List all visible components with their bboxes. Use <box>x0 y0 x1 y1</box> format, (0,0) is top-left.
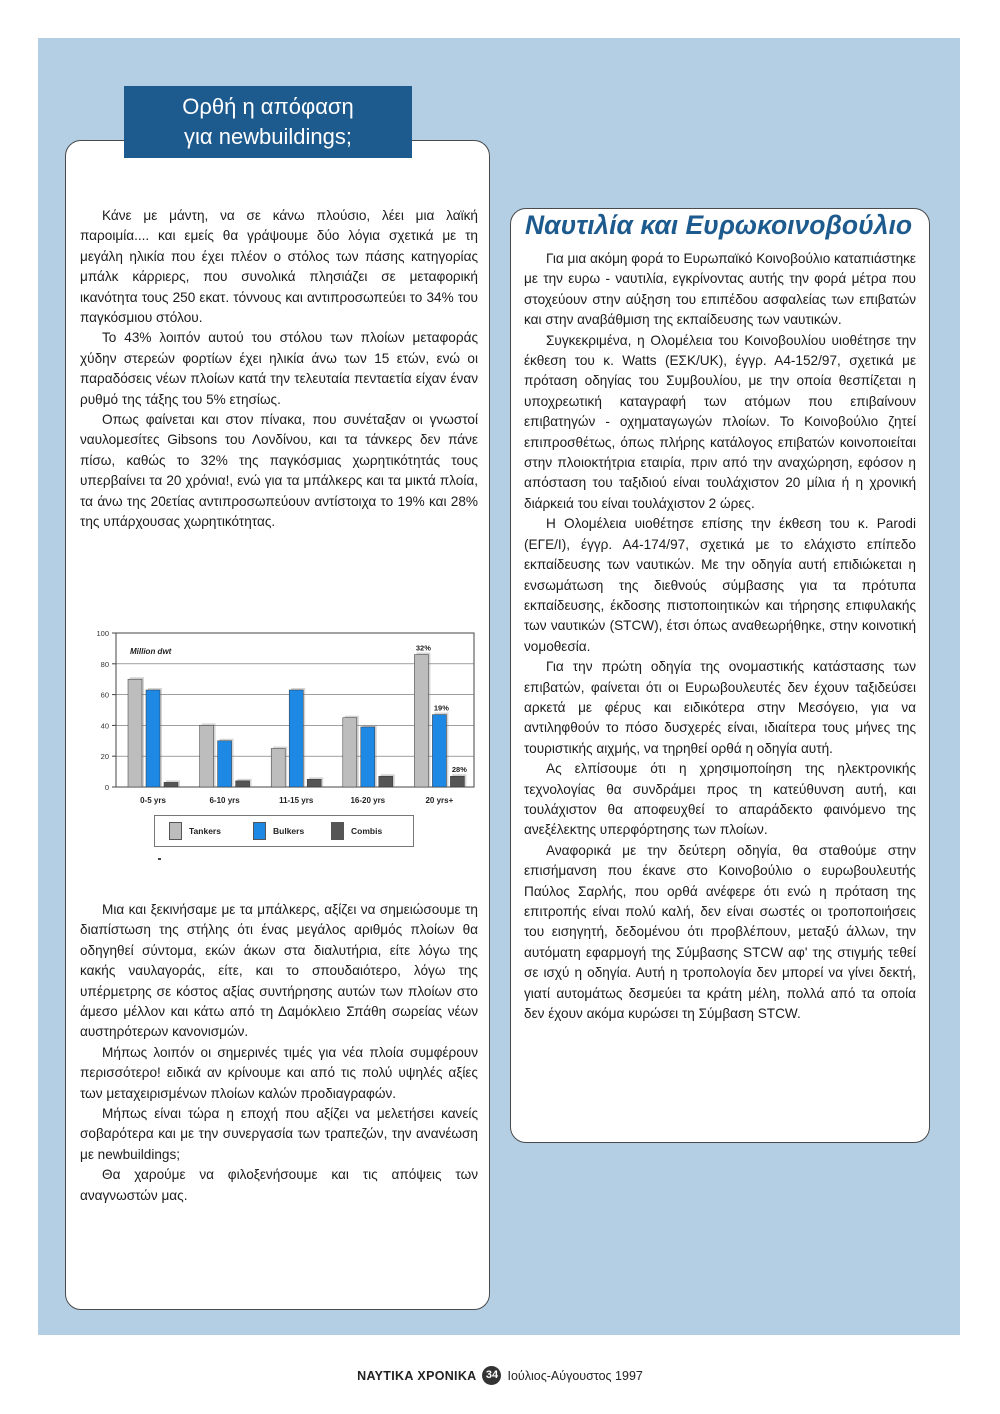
left-title-line1: Ορθή η απόφαση <box>182 94 354 119</box>
paragraph: Για την πρώτη οδηγία της ονομαστικής κατάστασης των επιβατών, φαίνεται ότι οι Ευρωβουλευτές δεν έχουν ταξιδεύσει αρκετά με φέρυς και ειδικότερα στην Μεσόγειο, για να αντιληφθούν το πόσο δυσχερές είναι, ιδιαίτερα τους μήνες της τουριστικής αιχμής, να τηρηθεί ορθά η οδηγία αυτή. <box>524 659 916 756</box>
bar-combis <box>379 776 393 787</box>
paragraph: Μήπως λοιπόν οι σημερινές τιμές για νέα πλοία συμφέρουν περισσότερο! ειδικά αν κρίνουμε και από τις πολύ υψηλές αξίες των μεταχειρισμένων πλοίων καλών προδιαγραφών. <box>80 1044 478 1101</box>
bar-tankers <box>200 725 214 787</box>
paragraph: Η Ολομέλεια υιοθέτησε επίσης την έκθεση του κ. Parodi (ΕΓΕ/Ι), έγγρ. Α4-174/97, σχετικά με το ελάχιστο επίπεδο εκπαίδευσης των ναυτικών. Με την οδηγία αυτή επιδιώκεται η ενσωμάτωση της διεθνούς σύμβασης για τα πρότυπα εκπαίδευσης, έκδοσης πιστοποιητικών και τήρησης επιφυλακής των ναυτικών (STCW), έτσι όπως αναθεωρήθηκε, στην κοινοτική νομοθεσία. <box>524 516 916 654</box>
bar-combis <box>164 782 178 787</box>
left-article-body-top <box>80 206 478 533</box>
y-tick-label: 80 <box>100 659 109 669</box>
x-tick-label: 6-10 yrs <box>209 796 240 805</box>
right-article-title: Ναυτιλία και Ευρωκοινοβούλιο <box>525 210 913 240</box>
paragraph: Μια και ξεκινήσαμε με τα μπάλκερς, αξίζει να σημειώσουμε τη διαπίστωση της στήλης ότι ένας μεγάλος αριθμός πλοίων θα οδηγηθεί σύντομα, εκών άκων στα διαλυτήρια, είτε λόγω της κακής ναυλαγοράς, είτε, και το σπουδαιότερο, λόγω της υπέρμετρης σε κόστος αξίας συντήρησης αυτών των πλοίων στο άμεσο μέλλον και κάτω από τη Δαμόκλειο Σπάθη σωρείας νέων αυστηρότερων κανονισμών. <box>80 902 478 1040</box>
paragraph: Ας ελπίσουμε ότι η χρησιμοποίηση της ηλεκτρονικής τεχνολογίας θα συνδράμει προς τη κατεύθυνση αυτή, και τουλάχιστον θα αποφευχθεί το απαράδεκτο φαινόμενο της ανεξέλεκτης υπερφόρτησης των πλοίων. <box>524 761 916 838</box>
legend-label-bulkers: Bulkers <box>273 826 305 836</box>
x-tick-label: 20 yrs+ <box>425 796 454 805</box>
data-label: 32% <box>415 643 431 653</box>
x-tick-label: 11-15 yrs <box>279 796 314 805</box>
bar-tankers <box>343 718 357 787</box>
print-speck <box>158 858 161 860</box>
y-tick-label: 60 <box>100 690 109 700</box>
issue-date: Ιούλιος-Αύγουστος 1997 <box>507 1368 643 1383</box>
bar-bulkers <box>218 741 232 787</box>
paragraph: Οπως φαίνεται και στον πίνακα, που συνέταξαν οι γνωστοί ναυλομεσίτες Gibsons του Λονδίνου, και τα τάνκερς δεν πάνε πίσω, καθώς το 32% της παγκόσμιας χωρητικότητάς τους υπερβαίνει τα 20 χρόνια!, ενώ για τα μπάλκερς και τα μικτά πλοία, τα άνω της 20ετίας αντιπροσωπεύουν αντίστοιχα το 19% και 28% της υπάρχουσας χωρητικότητας. <box>80 412 478 530</box>
x-tick-label: 0-5 yrs <box>140 796 166 805</box>
data-label: 28% <box>451 765 467 775</box>
bar-combis <box>307 779 321 787</box>
page-footer <box>0 1366 1000 1385</box>
left-article-body-bottom <box>80 900 478 1206</box>
legend-item-combis <box>331 820 382 842</box>
y-tick-label: 20 <box>100 752 109 762</box>
chart-legend <box>154 815 414 847</box>
bar-combis <box>450 776 464 787</box>
bar-bulkers <box>146 690 160 787</box>
y-tick-label: 0 <box>104 783 109 792</box>
legend-swatch-tankers <box>169 822 182 840</box>
paragraph: Αναφορικά με την δεύτερη οδηγία, θα σταθούμε στην επισήμανση που έκανε στο Κοινοβούλιο ο ευρωβουλευτής Παύλος Σαρλής, που ορθά ανέφερε ότι ενώ η πρόταση της επιτροπής είναι πολύ καλή, δεν είναι σωστές οι τροποποιήσεις του εισηγητή, δεδομένου ότι προβλέπουν, μεταξύ άλλων, την αυτόματη εφαρμογή της Σύμβασης STCW αφ' της στιγμής τεθεί σε ισχύ η οδηγία. Αυτή η τροπολογία δεν μπορεί να γίνει δεκτή, γιατί αυτομάτως δεσμεύει τα κράτη μέλη, πολλά από τα οποία δεν έχουν ακόμα κυρώσει τη Σύμβαση STCW. <box>524 842 916 1022</box>
right-article-body <box>524 249 916 1024</box>
data-label: 19% <box>433 703 449 713</box>
bar-tankers <box>271 749 285 788</box>
legend-label-tankers: Tankers <box>189 826 221 836</box>
y-tick-label: 40 <box>100 721 109 731</box>
chart-title: Million dwt <box>130 647 172 656</box>
y-tick-label: 100 <box>96 629 109 638</box>
legend-label-combis: Combis <box>351 826 383 836</box>
paragraph: Μήπως είναι τώρα η εποχή που αξίζει να μελετήσει κανείς σοβαρότερα και με την συνεργασία των τραπεζών, την ανανέωση με newbuildings; <box>80 1106 478 1162</box>
paragraph: Θα χαρούμε να φιλοξενήσουμε και τις απόψεις των αναγνωστών μας. <box>80 1167 478 1203</box>
paragraph: Συγκεκριμένα, η Ολομέλεια του Κοινοβουλίου υιοθέτησε την έκθεση του κ. Watts (ΕΣΚ/UK), έγγρ. Α4-152/97, σχετικά με πρόταση οδηγίας του Συμβουλίου, με την οποία θεσπίζεται η υποχρεωτική καταγραφή των ατόμων που επιβαίνουν επιβατηγών - οχηματαγωγών πλοίων. Το Κοινοβούλιο ζητεί επιπροσθέτως, όπως πλήρης κατάλογος επιβατών κοινοποιείται στην πλοιοκτήτρια εταιρία, πριν από την αναχώρηση, εφόσον η απόσταση του ταξιδιού είναι τουλάχιστον 20 μίλια ή η χρονική διάρκειά του είναι τουλάχιστον 2 ώρες. <box>524 332 916 511</box>
bar-tankers <box>128 679 142 787</box>
legend-swatch-bulkers <box>253 822 266 840</box>
magazine-name: ΝΑΥΤΙΚΑ ΧΡΟΝΙΚΑ <box>357 1368 477 1383</box>
bar-bulkers <box>432 715 446 787</box>
bar-tankers <box>414 655 428 787</box>
bar-bulkers <box>361 727 375 787</box>
paragraph: Το 43% λοιπόν αυτού του στόλου των πλοίων μεταφοράς χύδην στερεών φορτίων έχει ηλικία άνω των 15 ετών, ενώ οι παραδόσεις νέων πλοίων κατά την τελευταία πενταετία είχαν έναν ρυθμό της τάξης του 5% ετησίως. <box>80 330 478 407</box>
paragraph: Κάνε με μάντη, να σε κάνω πλούσιο, λέει μια λαϊκή παροιμία.... και εμείς θα γράψουμε δύο λόγια σχετικά με τη μεγάλη ηλικία που έχει πλέον ο στόλος των πάσης κατηγορίας μπάλκ κάρριερς, που συνολικά πλησιάζει σε μεταφορική ικανότητα τους 250 εκατ. τόννους και αντιπροσωπεύει το 34% του παγκόσμιου στόλου. <box>80 208 478 326</box>
legend-swatch-combis <box>331 822 344 840</box>
page-number: 34 <box>482 1366 501 1385</box>
bar-bulkers <box>289 690 303 787</box>
left-title-line2: για newbuildings; <box>183 124 353 149</box>
bar-chart-svg <box>86 625 478 815</box>
bar-combis <box>236 781 250 787</box>
left-article-title <box>124 86 412 158</box>
legend-item-bulkers <box>253 820 304 842</box>
x-tick-label: 16-20 yrs <box>350 796 386 805</box>
legend-item-tankers <box>169 820 221 842</box>
paragraph: Για μια ακόμη φορά το Ευρωπαϊκό Κοινοβούλιο καταπιάστηκε με την ευρω - ναυτιλία, εγκρίνοντας αυτής την φορά μέτρα που στοχεύουν στην αύξηση του επιπέδου ασφαλείας των επιβατών και στην αναβάθμιση της εκπαίδευσης των ναυτικών. <box>524 251 916 328</box>
